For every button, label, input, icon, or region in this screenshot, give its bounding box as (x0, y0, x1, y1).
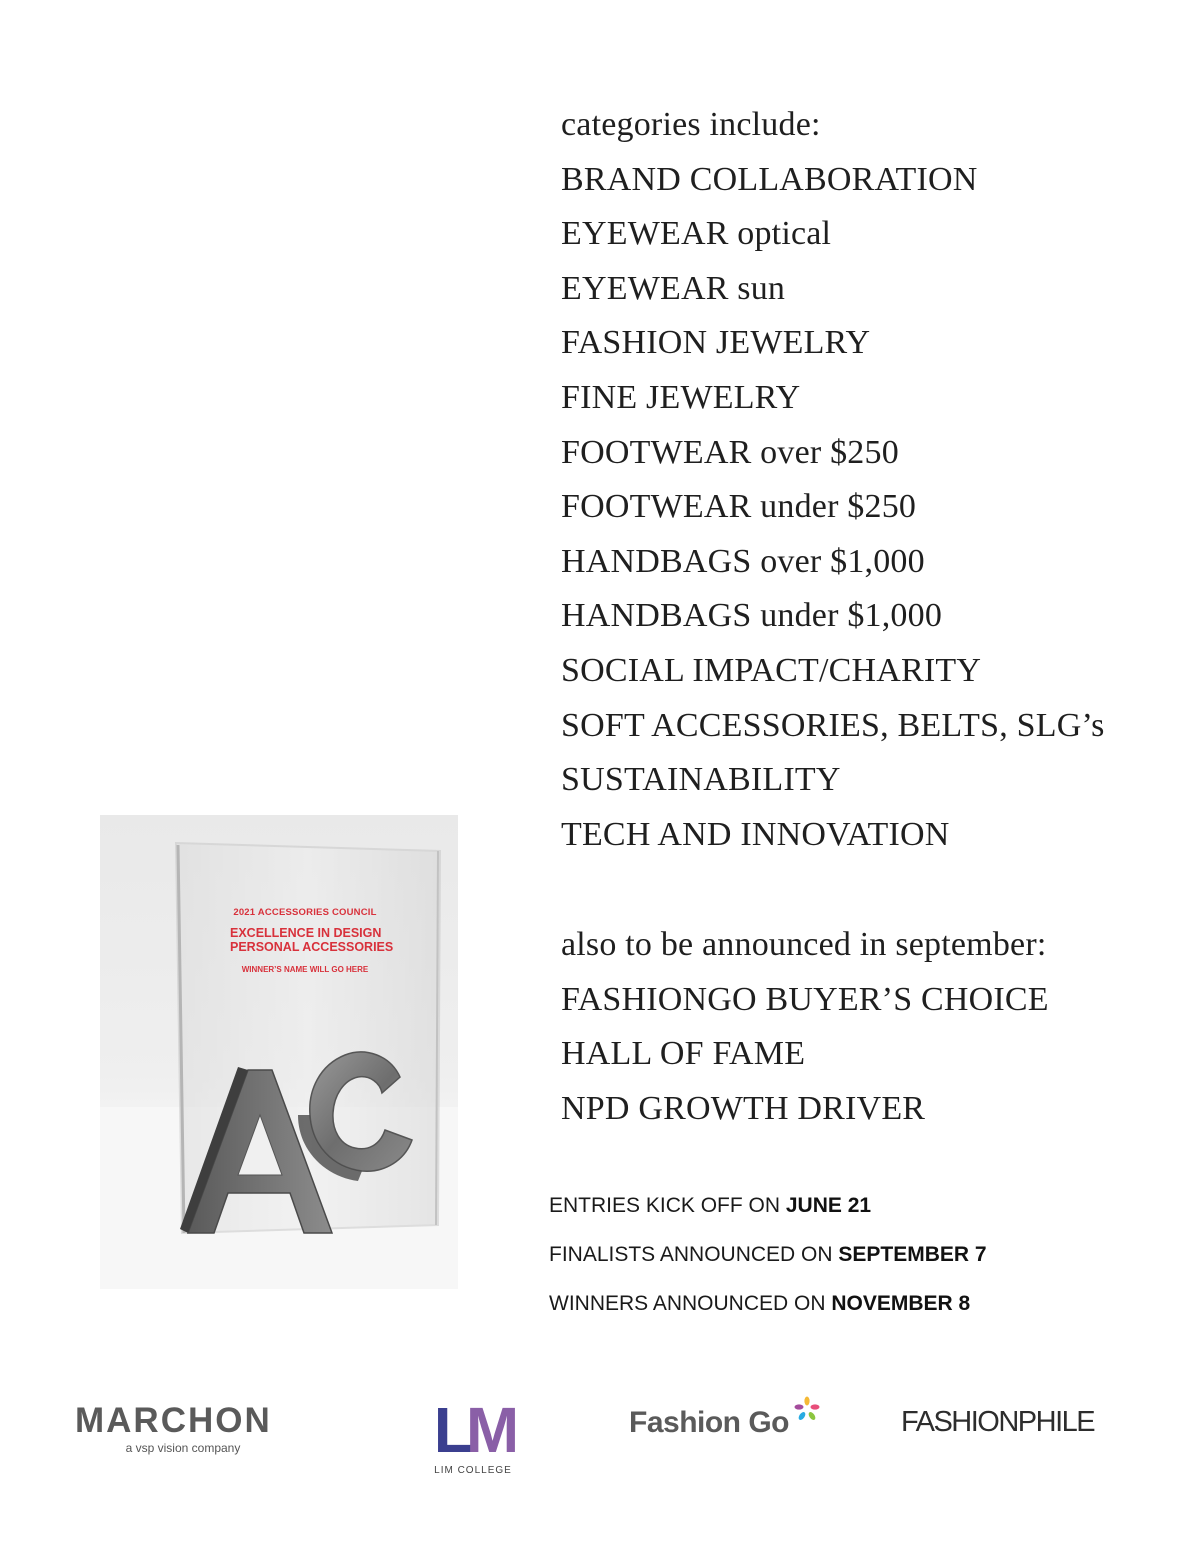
date-entries (549, 1188, 1169, 1237)
category-item: SOFT ACCESSORIES, BELTS, SLG’s (561, 706, 1105, 744)
trophy-award-line1: EXCELLENCE IN DESIGN (230, 926, 382, 940)
marchon-name: MARCHON (75, 1401, 272, 1440)
marchon-tagline: a vsp vision company (125, 1441, 241, 1455)
lim-mark (418, 1394, 528, 1466)
trophy-winner-placeholder: WINNER’S NAME WILL GO HERE (241, 965, 369, 974)
fashionphile-name: FASHIONPHILE (901, 1406, 1095, 1438)
fashionphile-logo (901, 1404, 1094, 1440)
category-item: FINE JEWELRY (561, 378, 801, 416)
trophy-image (100, 815, 458, 1289)
trophy-illustration (100, 815, 458, 1289)
lim-college-name: LIM COLLEGE (434, 1465, 512, 1476)
fashiongo-logo (629, 1393, 849, 1453)
category-item: EYEWEAR optical (561, 215, 832, 253)
lim-college-logo (418, 1394, 528, 1476)
fashiongo-name: Fashion Go (629, 1406, 789, 1439)
category-item: HANDBAGS under $1,000 (561, 597, 943, 635)
flower-icon (794, 1396, 820, 1422)
also-intro: also to be announced in september: (561, 926, 1047, 963)
lim-mark-l: L (433, 1394, 466, 1466)
category-item: EYEWEAR sun (561, 269, 786, 307)
category-item: SOCIAL IMPACT/CHARITY (561, 651, 982, 689)
special-award-item: HALL OF FAME (561, 1035, 806, 1073)
date-value: NOVEMBER 8 (831, 1292, 971, 1315)
category-item: FASHION JEWELRY (561, 324, 871, 362)
trophy-title: 2021 ACCESSORIES COUNCIL (233, 907, 377, 918)
category-item: FOOTWEAR under $250 (561, 488, 917, 526)
category-item: SUSTAINABILITY (561, 761, 841, 799)
special-award-item: FASHIONGO BUYER’S CHOICE (561, 980, 1049, 1018)
special-award-item: NPD GROWTH DRIVER (561, 1089, 926, 1127)
date-label: WINNERS ANNOUNCED ON (549, 1292, 832, 1315)
date-winners (549, 1286, 1169, 1335)
categories-intro: categories include: (561, 106, 821, 143)
date-value: SEPTEMBER 7 (838, 1243, 987, 1266)
date-label: ENTRIES KICK OFF ON (549, 1194, 786, 1217)
categories-list (561, 98, 1181, 862)
trophy-award-line2: PERSONAL ACCESSORIES (230, 940, 394, 954)
date-label: FINALISTS ANNOUNCED ON (549, 1243, 839, 1266)
key-dates (549, 1188, 1169, 1335)
marchon-logo (75, 1401, 295, 1455)
category-item: HANDBAGS over $1,000 (561, 542, 925, 580)
date-value: JUNE 21 (785, 1194, 872, 1217)
category-item: TECH AND INNOVATION (561, 815, 950, 853)
lim-mark-m: M (465, 1394, 513, 1466)
category-item: FOOTWEAR over $250 (561, 433, 899, 471)
date-finalists (549, 1237, 1169, 1286)
category-item: BRAND COLLABORATION (561, 160, 978, 198)
also-announced-list (561, 918, 1181, 1136)
